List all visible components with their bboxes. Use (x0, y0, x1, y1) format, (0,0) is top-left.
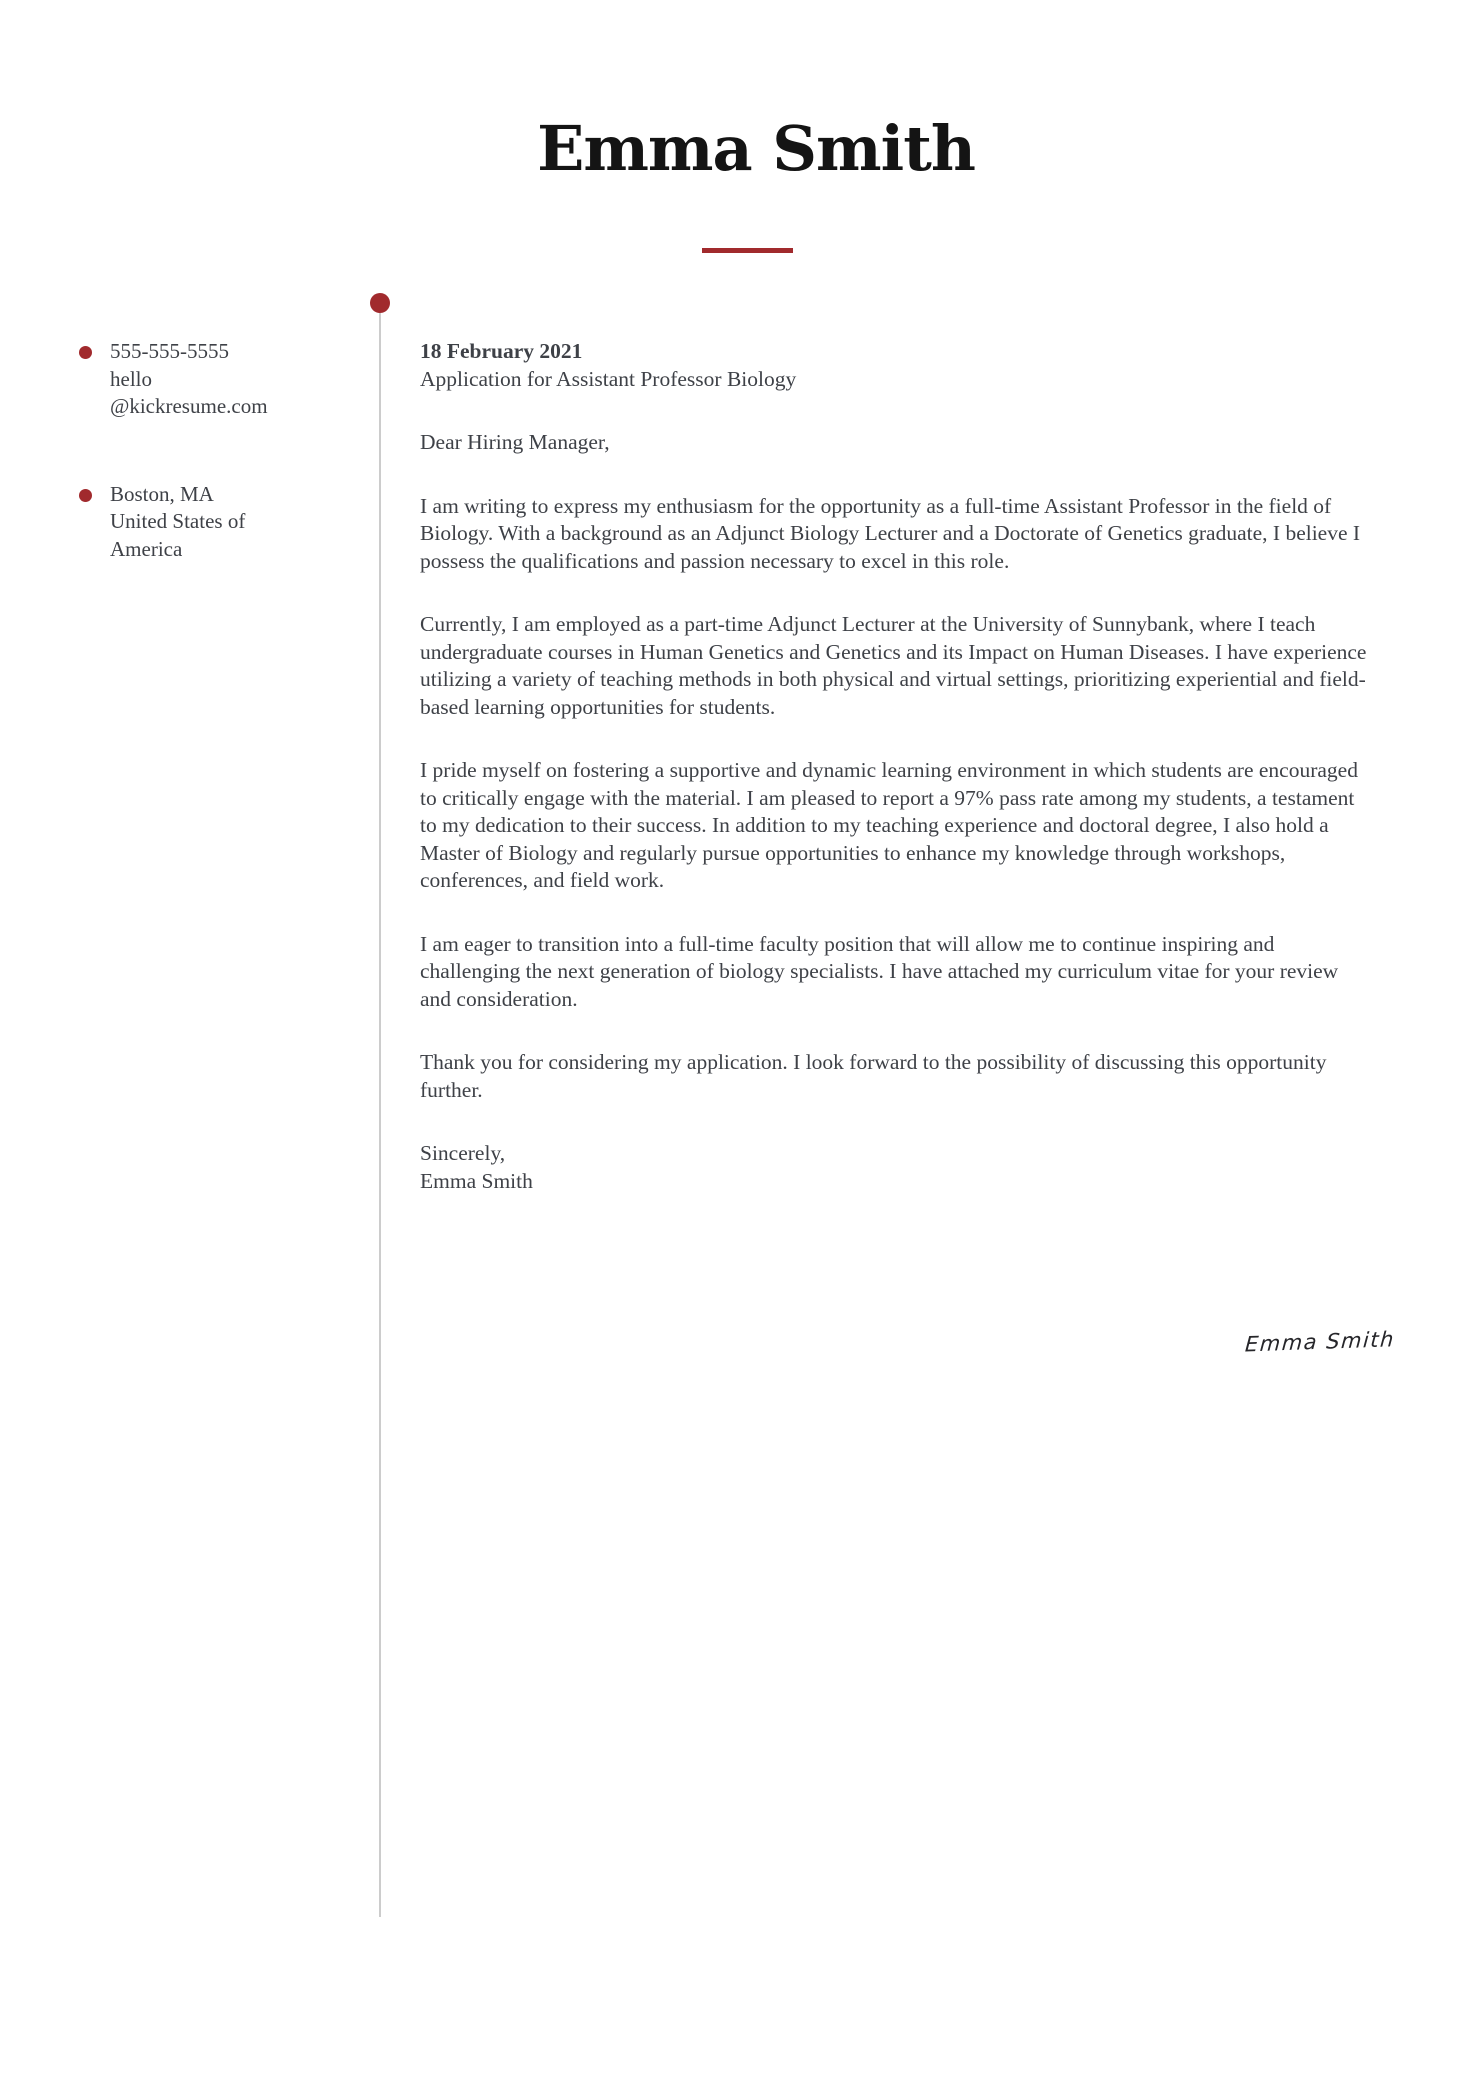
contact-item-location (79, 481, 339, 564)
letter-date: 18 February 2021 (420, 339, 583, 363)
letter-paragraph-1: I am writing to express my enthusiasm for the opportunity as a full-time Assistant Professor in the field of Biology. With a background as an Adjunct Biology Lecturer and a Doctorate of Genetics graduate, I believe I possess the qualifications and passion necessary to excel in this role. (420, 493, 1361, 573)
contact-bullet-icon (79, 346, 92, 359)
page-title: Emma Smith (537, 112, 975, 185)
contact-country-line-1: United States of (110, 509, 246, 533)
letter-paragraph-5: Thank you for considering my application. I look forward to the possibility of discussing this opportunity further. (420, 1050, 1327, 1102)
letter-salutation: Dear Hiring Manager, (420, 430, 610, 454)
signature-script: Emma Smith (1244, 1327, 1396, 1357)
contact-email-line-1: hello (110, 366, 152, 391)
contact-city: Boston, MA (110, 481, 214, 506)
title-divider (702, 248, 793, 253)
letter-paragraph-3: I pride myself on fostering a supportive and dynamic learning environment in which students are encouraged to critically engage with the material. I am pleased to report a 97% pass rate among my students, a testament to my dedication to their success. In addition to my teaching experience and doctoral degree, I also hold a Master of Biology and regularly pursue opportunities to enhance my knowledge through workshops, conferences, and field work. (420, 758, 1358, 892)
contact-country-line-2: America (110, 536, 183, 561)
timeline-rail (379, 303, 381, 1917)
contact-email-line-2: @kickresume.com (110, 394, 268, 418)
contact-lines (110, 338, 268, 421)
contact-phone: 555-555-5555 (110, 339, 229, 363)
contact-lines (110, 481, 245, 564)
timeline-dot-icon (370, 293, 390, 313)
letter-body (420, 338, 1368, 1195)
closing-signed-name: Emma Smith (420, 1168, 533, 1193)
letter-paragraph-2: Currently, I am employed as a part-time Adjunct Lecturer at the University of Sunnybank, where I teach undergraduate courses in Human Genetics and Genetics and its Impact on Human Diseases. I have experience utilizing a variety of teaching methods in both physical and virtual settings, prioritizing experiential and field-based learning opportunities for students. (420, 612, 1367, 719)
closing-word: Sincerely, (420, 1141, 506, 1165)
contact-item-phone-email (79, 338, 339, 421)
contact-bullet-icon (79, 489, 92, 502)
letter-paragraph-4: I am eager to transition into a full-time faculty position that will allow me to continue inspiring and challenging the next generation of biology specialists. I have attached my curriculum vitae for your review and consideration. (420, 931, 1339, 1011)
letter-subject: Application for Assistant Professor Biology (420, 366, 797, 391)
letter-closing-block (420, 1140, 1368, 1195)
contact-sidebar (79, 338, 339, 563)
